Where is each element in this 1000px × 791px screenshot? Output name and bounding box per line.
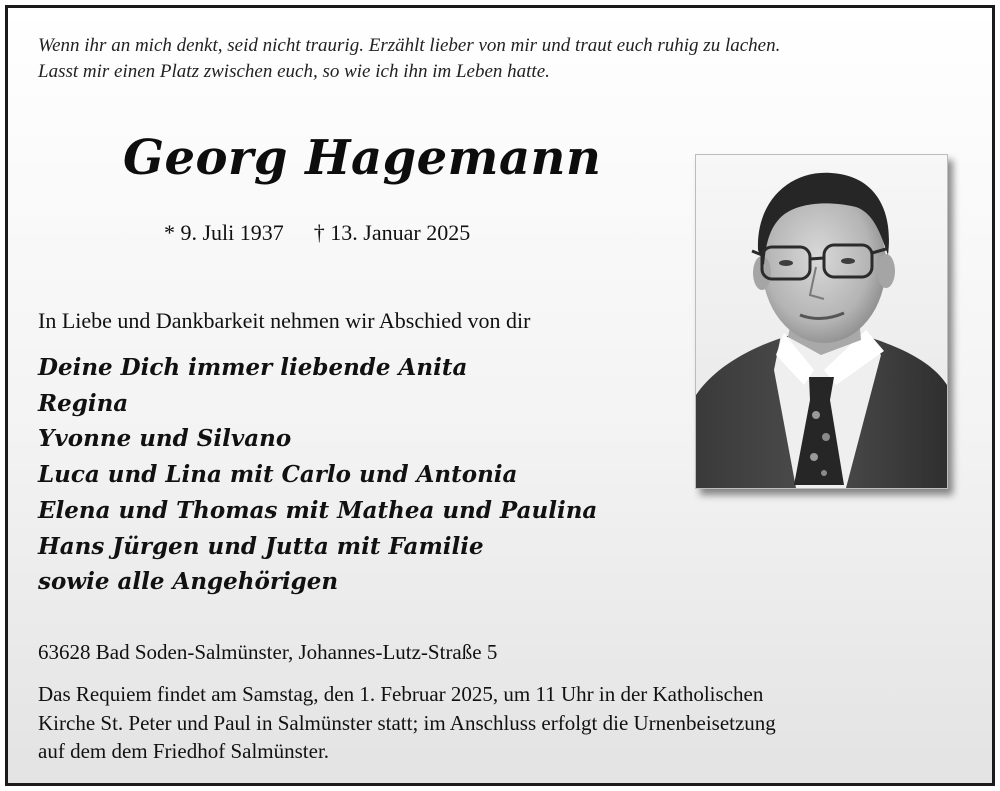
death-date: † 13. Januar 2025 [313, 220, 471, 245]
obituary-frame [5, 5, 995, 786]
quote-line-1: Wenn ihr an mich denkt, seid nicht traurig. Erzählt lieber von mir und traut euch ruhig zu lachen. [38, 35, 781, 56]
requiem-line-3: auf dem dem Friedhof Salmünster. [38, 739, 330, 763]
farewell-intro: In Liebe und Dankbarkeit nehmen wir Abschied von dir [38, 308, 531, 333]
requiem-line-1: Das Requiem findet am Samstag, den 1. Februar 2025, um 11 Uhr in der Katholischen [38, 682, 764, 706]
mourner-line: Yvonne und Silvano [38, 425, 292, 453]
portrait-photo [695, 154, 948, 489]
mourner-line: Elena und Thomas mit Mathea und Paulina [38, 496, 598, 524]
life-dates [164, 220, 470, 246]
quote-line-2: Lasst mir einen Platz zwischen euch, so wie ich ihn im Leben hatte. [38, 61, 550, 82]
mourner-line: Deine Dich immer liebende Anita [38, 354, 468, 381]
mourner-line: Hans Jürgen und Jutta mit Familie [38, 532, 484, 560]
birth-date: * 9. Juli 1937 [164, 220, 284, 245]
requiem-notice [38, 680, 968, 766]
mourner-line: sowie alle Angehörigen [38, 568, 339, 596]
portrait-illustration [696, 155, 947, 488]
mourners-list [38, 350, 597, 600]
mourner-line: Regina [38, 389, 129, 417]
mourner-address: 63628 Bad Soden-Salmünster, Johannes-Lutz-Straße 5 [38, 640, 498, 664]
deceased-name: Georg Hagemann [123, 130, 602, 186]
mourner-line: Luca und Lina mit Carlo und Antonia [38, 461, 518, 489]
requiem-line-2: Kirche St. Peter und Paul in Salmünster statt; im Anschluss erfolgt die Urnenbeisetzung [38, 710, 776, 735]
